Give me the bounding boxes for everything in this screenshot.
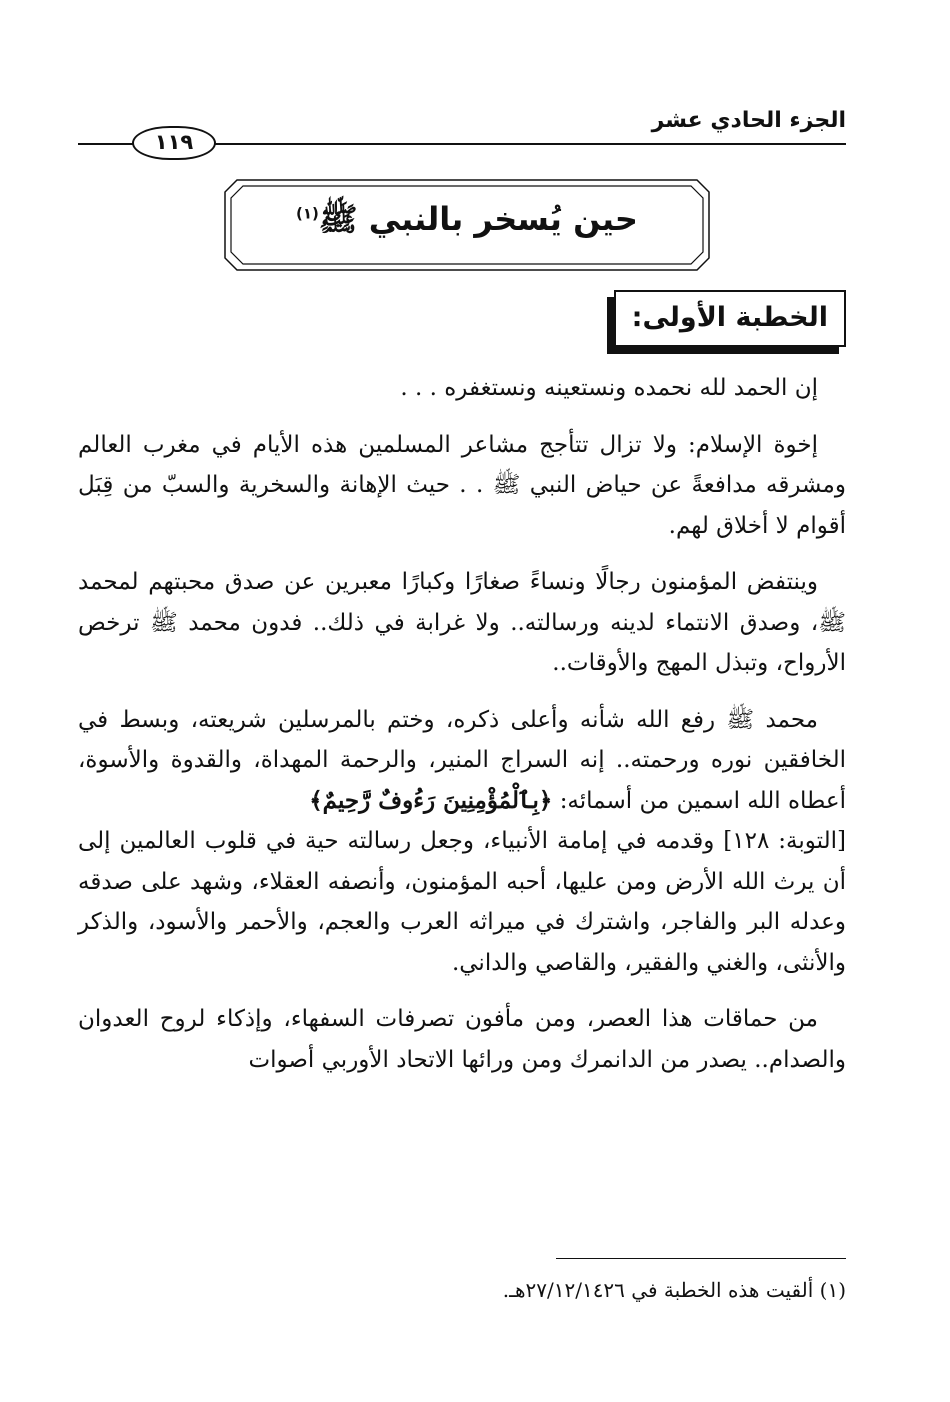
running-title: الجزء الحادي عشر bbox=[651, 108, 846, 133]
paragraph: وينتفض المؤمنون رجالًا ونساءً صغارًا وكبارًا معبرين عن صدق محبتهم لمحمد ﷺ، وصدق الانتماء لدينه ورسالته.. ولا غرابة في ذلك.. فدون محمد ﷺ ترخص الأرواح، وتبذل المهج والأوقات.. bbox=[78, 569, 846, 676]
paragraph: من حماقات هذا العصر، ومن مأفون تصرفات السفهاء، وإذكاء لروح العدوان والصدام.. يصدر من الدانمرك ومن ورائها الاتحاد الأوربي أصوات bbox=[78, 1006, 846, 1073]
footnote: (١) ألقيت هذه الخطبة في ٢٧/١٢/١٤٢٦هـ. bbox=[502, 1278, 846, 1302]
chapter-title bbox=[223, 200, 711, 246]
footnote-rule bbox=[556, 1258, 846, 1259]
title-footnote-marker: (١) bbox=[296, 204, 319, 223]
paragraph-text: محمد ﷺ رفع الله شأنه وأعلى ذكره، وختم بالمرسلين شريعته، وبسط في الخافقين نوره ورحمته.. إنه السراج المنير، والرحمة المهداة، والقدوة والأسوة، أعطاه الله اسمين من أسمائه: bbox=[78, 706, 846, 814]
paragraph bbox=[78, 700, 846, 822]
paragraph-opening: إن الحمد لله نحمده ونستعينه ونستغفره . . . bbox=[400, 375, 818, 401]
paragraph: [التوبة: ١٢٨] وقدمه في إمامة الأنبياء، وجعل رسالته حية في قلوب العالمين إلى أن يرث الله الأرض ومن عليها، أحبه المؤمنون، وأنصفه العقلاء، وشهد على صدقه وعدله البر والفاجر، واشترك في ميراثه العرب والعجم، والأحمر والأسود، والذكر والأنثى، والغني والفقير، والقاصي والداني. bbox=[78, 828, 846, 976]
quran-verse: ﴿بِٱلْمُؤْمِنِينَ رَءُوفٌ رَّحِيمٌ﴾ bbox=[309, 786, 553, 814]
chapter-title-text: حين يُسخر بالنبي ﷺ bbox=[318, 200, 638, 238]
paragraph: إخوة الإسلام: ولا تزال تتأجج مشاعر المسلمين هذه الأيام في مغرب العالم ومشرقه مدافعةً عن حياض النبي ﷺ . . حيث الإهانة والسخرية والسبّ من قِبَل أقوام لا أخلاق لهم. bbox=[78, 431, 846, 539]
body-text bbox=[78, 368, 846, 1096]
page-number: ١١٩ bbox=[132, 126, 216, 160]
title-frame bbox=[223, 178, 711, 272]
section-heading: الخطبة الأولى: bbox=[614, 290, 846, 347]
